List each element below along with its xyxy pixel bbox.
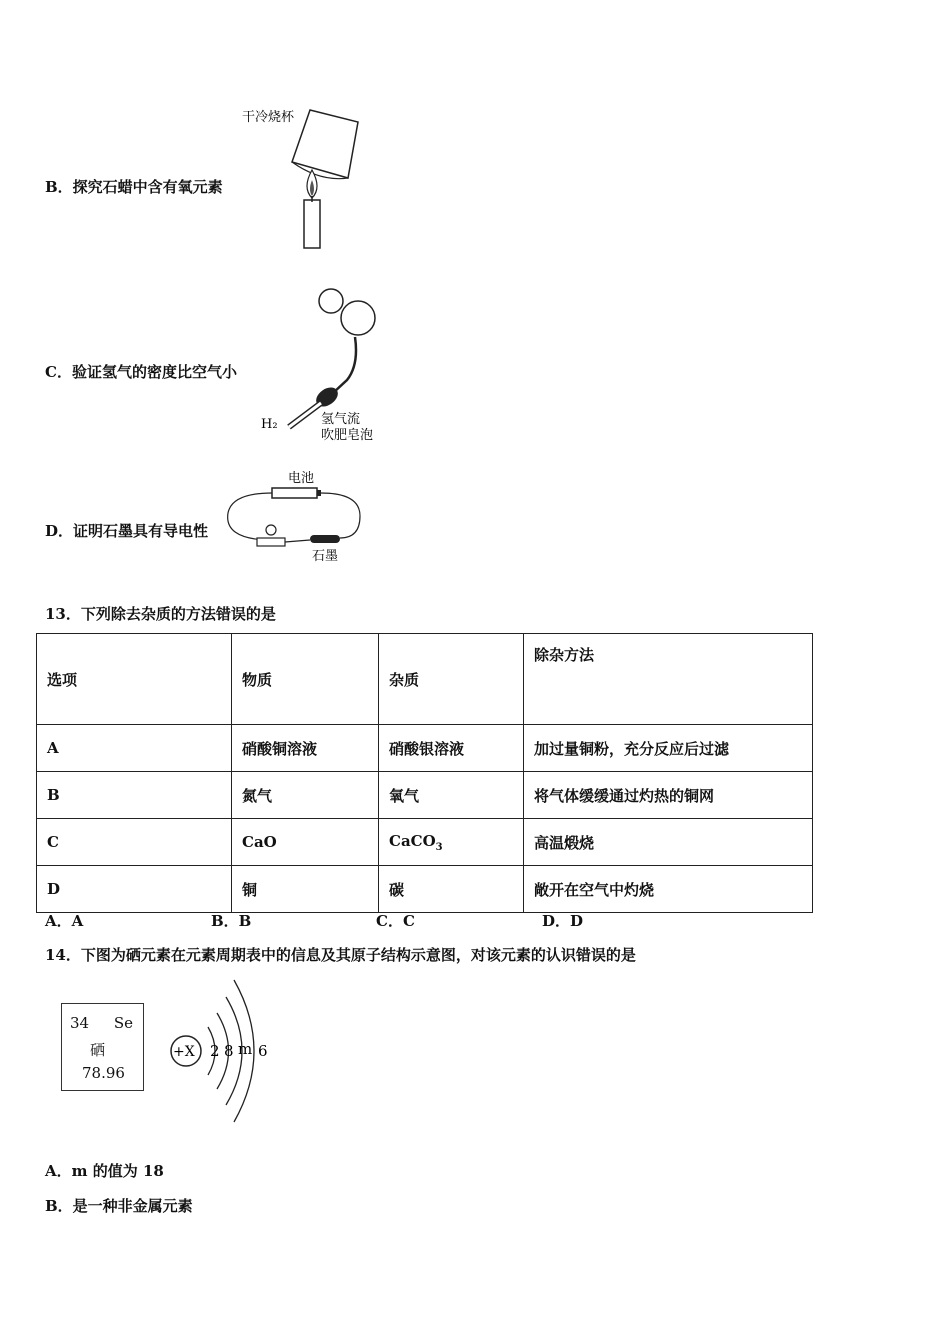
- bulb-icon: [266, 525, 276, 535]
- table-cell: 铜: [232, 866, 379, 913]
- q13-stem: 13．下列除去杂质的方法错误的是: [45, 605, 276, 623]
- answer-b[interactable]: B．B: [211, 912, 252, 930]
- hydrogen-bubble-figure: [255, 285, 395, 450]
- q14-option-b: B．是一种非金属元素: [45, 1197, 193, 1215]
- bubble-small: [319, 289, 343, 313]
- candle-body: [304, 200, 320, 248]
- header-cell: 杂质: [379, 634, 524, 725]
- header-cell: 选项: [37, 634, 232, 725]
- table-cell: 氮气: [232, 772, 379, 819]
- battery-label: 电池: [288, 471, 315, 486]
- bulb-base: [257, 538, 285, 546]
- table-row: [37, 819, 813, 866]
- table-cell: 敞开在空气中灼烧: [524, 866, 813, 913]
- table-cell: 硝酸铜溶液: [232, 725, 379, 772]
- q14-option-a: A．m 的值为 18: [45, 1162, 164, 1180]
- q14-stem: 14．下图为硒元素在元素周期表中的信息及其原子结构示意图，对该元素的认识错误的是: [45, 946, 636, 964]
- shell-2-electrons: 8: [224, 1042, 234, 1060]
- tube: [333, 337, 356, 393]
- shell-1-electrons: 2: [210, 1042, 220, 1060]
- shell-4-electrons: 6: [258, 1042, 268, 1060]
- atomic-structure-diagram: [160, 975, 275, 1125]
- table-cell: D: [37, 866, 232, 913]
- nucleus-charge: +X: [173, 1044, 195, 1060]
- table-cell: B: [37, 772, 232, 819]
- caco3-formula: CaCO: [389, 831, 436, 850]
- table-header-row: [37, 634, 813, 725]
- impurity-table: [36, 633, 813, 913]
- beaker-label: 干冷烧杯: [242, 110, 295, 125]
- graphite-rod: [310, 535, 340, 543]
- graphite-circuit-figure: [222, 468, 367, 568]
- option-d-text: D．证明石墨具有导电性: [45, 522, 209, 540]
- caco3-subscript: 3: [435, 841, 443, 853]
- table-cell: 高温煅烧: [524, 819, 813, 866]
- table-row: [37, 866, 813, 913]
- element-symbol: Se: [113, 1014, 133, 1032]
- atomic-number: 34: [70, 1014, 90, 1032]
- table-cell: 加过量铜粉，充分反应后过滤: [524, 725, 813, 772]
- battery-icon: [272, 488, 317, 498]
- atomic-mass: 78.96: [82, 1064, 125, 1082]
- hydrogen-flow-label: 氢气流: [321, 412, 361, 427]
- answer-d[interactable]: D．D: [542, 912, 584, 930]
- option-b-text: B．探究石蜡中含有氧元素: [45, 178, 223, 196]
- h2-label: H₂: [261, 417, 278, 432]
- graphite-label: 石墨: [312, 549, 339, 564]
- table-cell: 碳: [379, 866, 524, 913]
- table-row: [37, 725, 813, 772]
- candle-beaker-figure: [230, 100, 380, 260]
- bubble-large: [341, 301, 375, 335]
- table-cell: A: [37, 725, 232, 772]
- table-cell: 硝酸银溶液: [379, 725, 524, 772]
- periodic-table-cell: [61, 1003, 144, 1091]
- table-cell: C: [37, 819, 232, 866]
- table-cell: 氧气: [379, 772, 524, 819]
- header-cell: 物质: [232, 634, 379, 725]
- table-cell: CaO: [232, 819, 379, 866]
- header-cell: 除杂方法: [524, 634, 813, 725]
- blow-bubbles-label: 吹肥皂泡: [321, 428, 374, 443]
- answer-a[interactable]: A．A: [45, 912, 84, 930]
- table-cell: [379, 819, 524, 866]
- table-cell: 将气体缓缓通过灼热的铜网: [524, 772, 813, 819]
- option-c-text: C．验证氢气的密度比空气小: [45, 363, 237, 381]
- table-row: [37, 772, 813, 819]
- shell-3-electrons: m: [238, 1040, 253, 1058]
- element-name: 硒: [90, 1041, 106, 1059]
- answer-c[interactable]: C．C: [376, 912, 415, 930]
